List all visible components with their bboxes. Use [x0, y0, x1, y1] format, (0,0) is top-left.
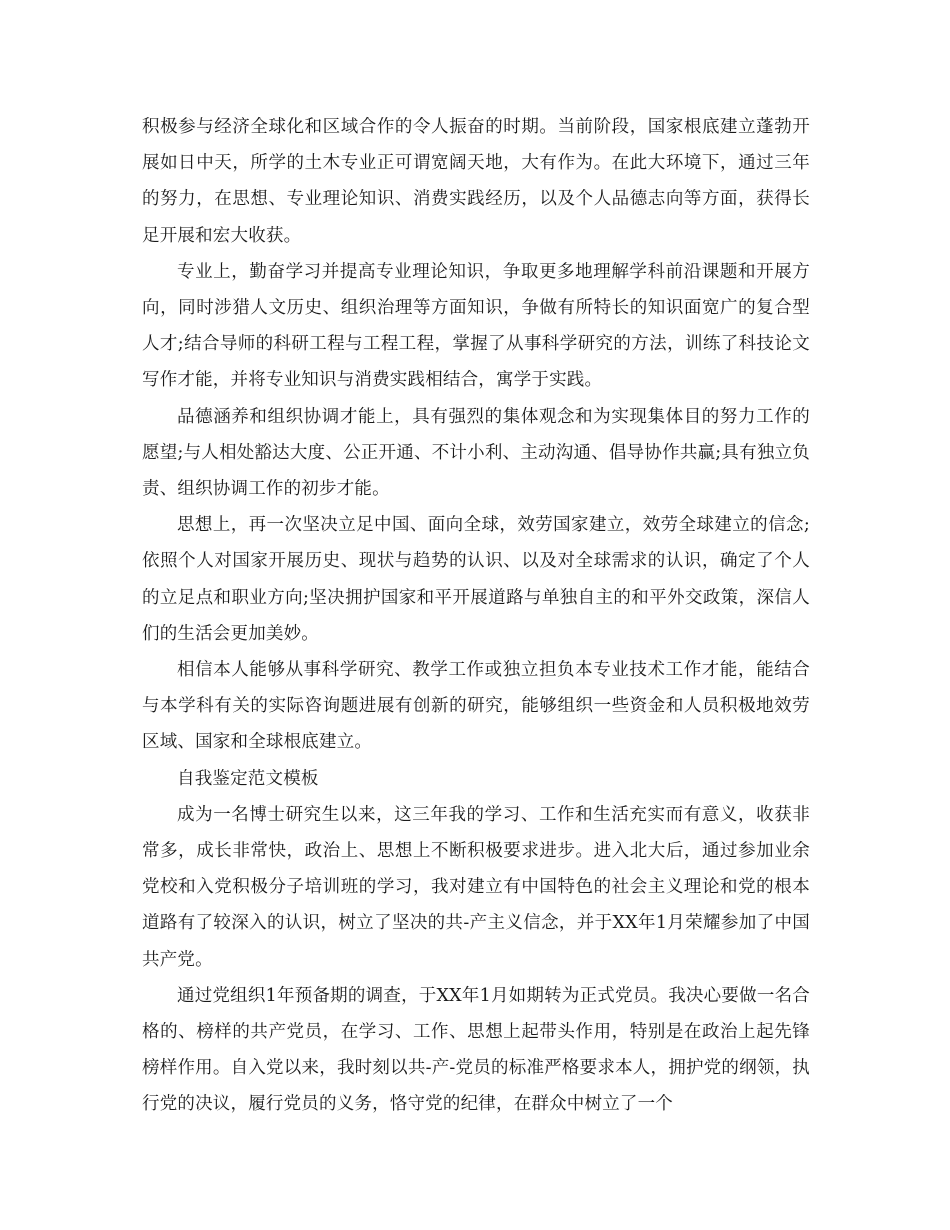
- paragraph-4: 思想上，再一次坚决立足中国、面向全球，效劳国家建立，效劳全球建立的信念;依照个人对国家开展历史、现状与趋势的认识、以及对全球需求的认识，确定了个人的立足点和职业方向;坚决拥护国家和平开展道路与单独自主的和平外交政策，深信人们的生活会更加美妙。: [142, 515, 810, 644]
- paragraph-2: 专业上，勤奋学习并提高专业理论知识，争取更多地理解学科前沿课题和开展方向，同时涉猎人文历史、组织治理等方面知识，争做有所特长的知识面宽广的复合型人才;结合导师的科研工程与工程工程，掌握了从事科学研究的方法，训练了科技论文写作才能，并将专业知识与消费实践相结合，寓学于实践。: [142, 261, 810, 391]
- paragraph-5: 相信本人能够从事科学研究、教学工作或独立担负本专业技术工作才能，能结合与本学科有关的实际咨询题进展有创新的研究，能够组织一些资金和人员积极地效劳区域、国家和全球根底建立。: [142, 660, 810, 753]
- paragraph-3: 品德涵养和组织协调才能上，具有强烈的集体观念和为实现集体目的努力工作的愿望;与人相处豁达大度、公正开通、不计小利、主动沟通、倡导协作共赢;具有独立负责、组织协调工作的初步才能。: [142, 406, 810, 500]
- document-body: [142, 109, 810, 1123]
- paragraph-1: 积极参与经济全球化和区域合作的令人振奋的时期。当前阶段，国家根底建立蓬勃开展如日中天，所学的土木专业正可谓宽阔天地，大有作为。在此大环境下，通过三年的努力，在思想、专业理论知识、消费实践经历，以及个人品德志向等方面，获得长足开展和宏大收获。: [142, 117, 810, 246]
- paragraph-6: 成为一名博士研究生以来，这三年我的学习、工作和生活充实而有意义，收获非常多，成长非常快，政治上、思想上不断积极要求进步。进入北大后，通过参加业余党校和入党积极分子培训班的学习，我对建立有中国特色的社会主义理论和党的根本道路有了较深入的认识，树立了坚决的共-产主义信念，并于XX年1月荣耀参加了中国共产党。: [142, 804, 810, 970]
- section-heading: 自我鉴定范文模板: [177, 768, 319, 789]
- paragraph-7: 通过党组织1年预备期的调查，于XX年1月如期转为正式党员。我决心要做一名合格的、榜样的共产党员，在学习、工作、思想上起带头作用，特别是在政治上起先锋榜样作用。自入党以来，我时刻以共-产-党员的标准严格要求本人，拥护党的纲领，执行党的决议，履行党员的义务，恪守党的纪律，在群众中树立了一个: [142, 985, 810, 1115]
